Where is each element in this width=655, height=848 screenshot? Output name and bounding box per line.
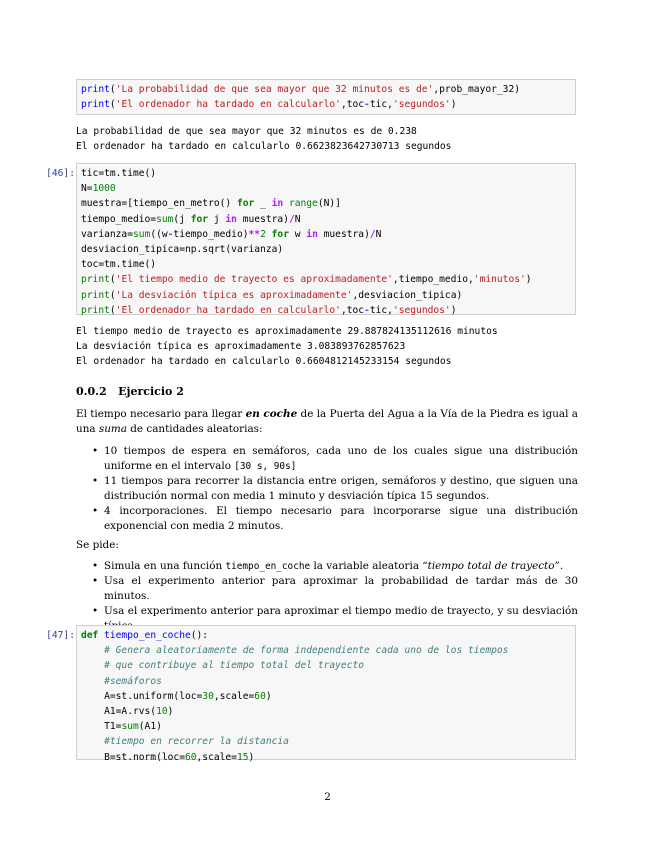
output-line: El tiempo medio de trayecto es aproximadamente 29.887824135112616 minutos (76, 326, 498, 337)
intro-text: de la Puerta del Agua a la Vía de la Piedra es igual a una (76, 408, 578, 435)
list-item-text: 4 incorporaciones. El tiempo necesario para incorporarse sigue una distribución exponencial con media 2 minutos. (104, 505, 578, 532)
code-line: N=1000 (81, 183, 116, 195)
code-line: B=st.norm(loc=60,scale=15) (81, 751, 255, 763)
page-number: 2 (324, 791, 331, 803)
intro-text: El tiempo necesario para llegar (76, 408, 246, 420)
code-line: # que contribuye al tiempo total del trayecto (104, 660, 365, 672)
bullet-list-tasks (76, 559, 578, 634)
code-cell-47[interactable] (76, 625, 576, 763)
bullet-list-components (76, 444, 578, 534)
output-line: El ordenador ha tardado en calcularlo 0.6623823642730713 segundos (76, 141, 452, 153)
code-line: print('El ordenador ha tardado en calcularlo',toc-tic,'segundos') (81, 99, 457, 111)
list-item-text: la variable aleatoria (310, 560, 423, 572)
code-line: muestra=[tiempo_en_metro() for _ in range(N)] (81, 198, 341, 210)
cell-output-top (76, 124, 451, 154)
section-title: Ejercicio 2 (118, 385, 184, 398)
code-line: desviacion_tipica=np.sqrt(varianza) (81, 244, 284, 256)
code-line: A1=A.rvs(10) (81, 706, 174, 718)
code-cell-top[interactable] (76, 79, 576, 115)
intro-italic: suma (98, 423, 127, 435)
list-item (104, 504, 578, 534)
section-heading (76, 385, 184, 398)
list-item (104, 474, 578, 504)
list-item-text: Usa el experimento anterior para aproximar el tiempo medio de trayecto, y su desviación (104, 605, 578, 617)
function-name-code: tiempo_en_coche (225, 561, 311, 572)
code-cell-46[interactable] (76, 163, 576, 315)
intro-text: de cantidades aleatorias: (126, 423, 263, 435)
cell-prompt-46: [46]: (46, 168, 75, 179)
list-item-text: . (559, 560, 564, 572)
code-line: tiempo_medio=sum(j for j in muestra)/N (81, 213, 301, 225)
list-item-text: 10 tiempos de espera en semáforos, cada uno de los cuales sigue una distribución uniforme en el intervalo (104, 445, 578, 472)
code-line: varianza=sum((w-tiempo_medio)**2 for w in muestra)/N (81, 228, 382, 240)
code-line: print('El ordenador ha tardado en calcularlo',toc-tic,'segundos') (81, 304, 457, 316)
list-item (104, 574, 578, 604)
output-line: La desviación típica es aproximadamente 3.083893762857623 (76, 341, 406, 353)
intro-paragraph (76, 407, 578, 437)
code-line: #semáforos (104, 675, 162, 687)
list-item (104, 444, 578, 474)
section-number: 0.0.2 (76, 385, 107, 398)
code-line: toc=tm.time() (81, 259, 157, 271)
code-line: tic=tm.time() (81, 168, 157, 179)
code-line: print('El tiempo medio de trayecto es aproximadamente',tiempo_medio,'minutos') (81, 274, 532, 286)
cell-output-46 (76, 324, 498, 370)
output-line: El ordenador ha tardado en calcularlo 0.6604812145233154 segundos (76, 356, 452, 368)
list-item-text: Usa el experimento anterior para aproximar la probabilidad de tardar más de 30 minutos. (104, 575, 578, 602)
list-item-text: 11 tiempos para recorrer la distancia entre origen, semáforos y destino, que siguen una distribución normal con media 1 minuto y desviación típica 15 segundos. (104, 475, 578, 502)
code-line: # Genera aleatoriamente de forma independiente cada uno de los tiempos (104, 645, 509, 657)
code-line: #tiempo en recorrer la distancia (104, 736, 289, 748)
list-item-text: Simula en una función (104, 560, 226, 572)
code-line: A=st.uniform(loc=30,scale=60) (81, 690, 272, 702)
se-pide-label: Se pide: (76, 539, 119, 551)
interval-code: [30 s, 90s] (234, 461, 297, 472)
cell-prompt-47: [47]: (46, 630, 75, 641)
code-line: def tiempo_en_coche(): (81, 630, 209, 641)
list-item (104, 559, 578, 574)
list-item-italic: “tiempo total de trayecto” (422, 560, 560, 572)
code-line: print('La desviación típica es aproximadamente',desviacion_tipica) (81, 289, 463, 301)
intro-emphasis: en coche (245, 408, 298, 420)
output-line: La probabilidad de que sea mayor que 32 minutos es de 0.238 (76, 126, 417, 137)
code-line: T1=sum(A1) (81, 721, 162, 733)
code-line: print('La probabilidad de que sea mayor que 32 minutos es de',prob_mayor_32) (81, 84, 520, 95)
